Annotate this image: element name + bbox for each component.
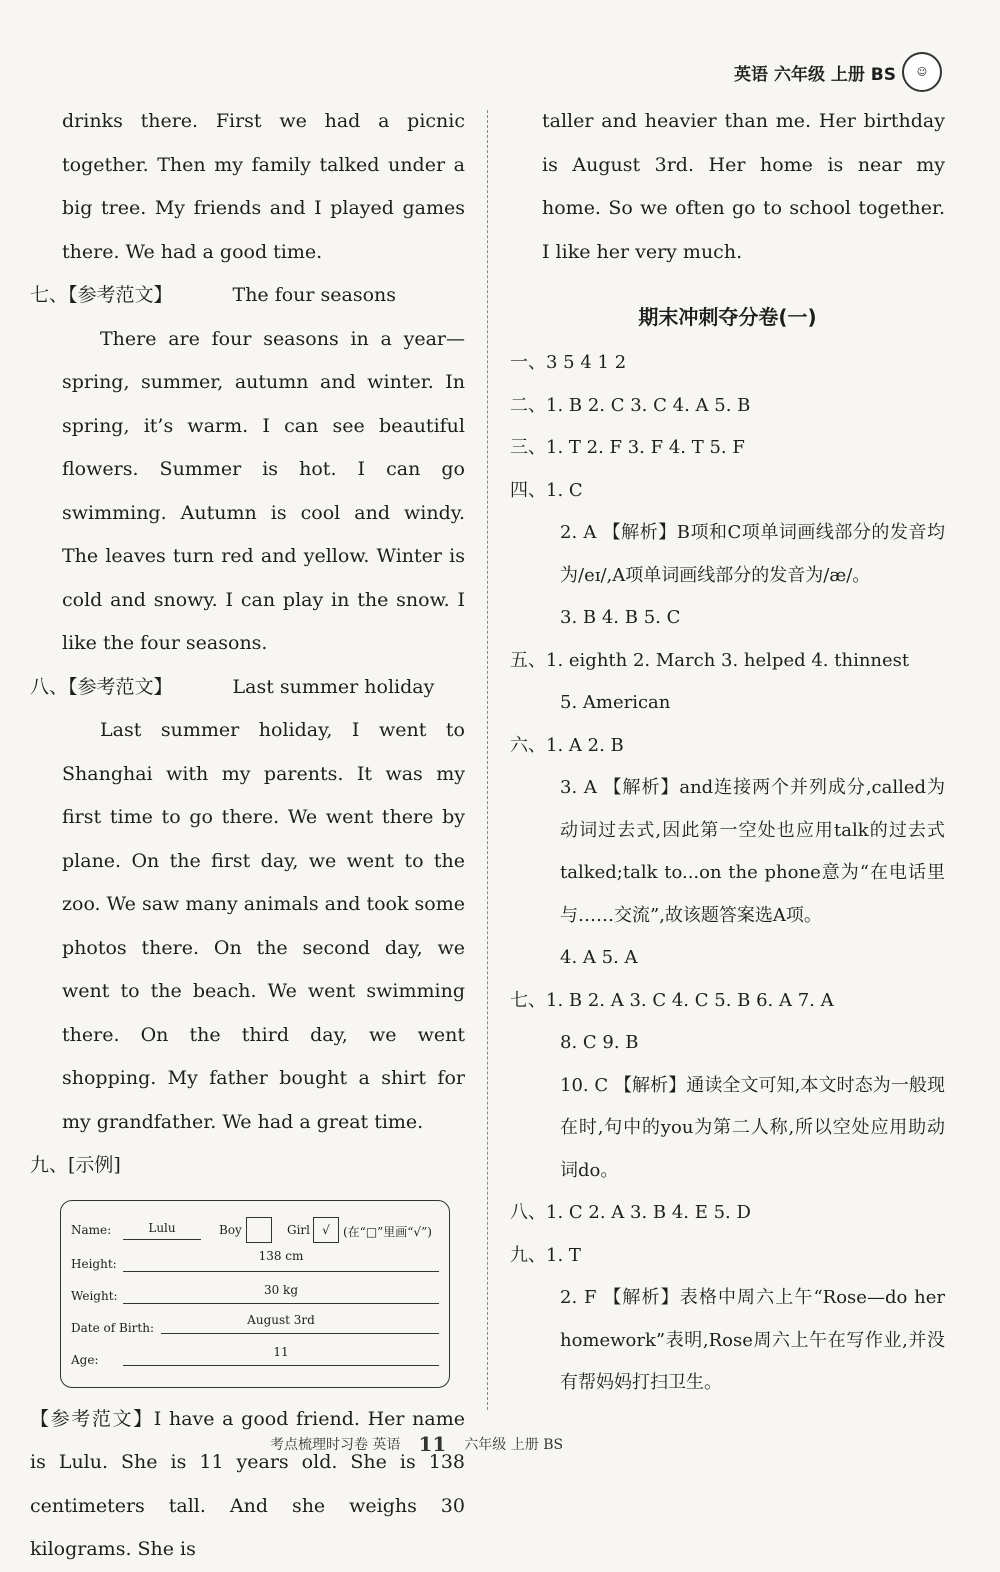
page-number: 11	[418, 1432, 447, 1456]
footer-left: 考点梳理时习卷 英语	[270, 1437, 401, 1453]
section-8-label: 八、【参考范文】	[30, 675, 173, 698]
answer-6: 六、1. A 2. B	[510, 734, 624, 756]
section-8-title: Last summer holiday	[232, 675, 435, 698]
age-value: 11	[273, 1344, 289, 1359]
checkbox-note: (在“□”里画“√”)	[343, 1224, 432, 1239]
weight-label: Weight:	[71, 1288, 118, 1303]
answer-6-4: 4. A 5. A	[560, 947, 638, 968]
answer-1: 一、3 5 4 1 2	[510, 352, 627, 373]
answer-4-2: 2. A 【解析】B项和C项单词画线部分的发音均为/eɪ/,A项单词画线部分的发音为/æ/。	[560, 522, 945, 586]
answer-6-3: 3. A 【解析】and连接两个并列成分,called为动词过去式,因此第一空处也应用talk的过去式talked;talk to...on the phone意为“在电话里与……交流”,故该题答案选A项。	[560, 777, 945, 926]
column-divider	[487, 110, 489, 1410]
section-8-heading	[30, 666, 465, 710]
reference-body: I have a good friend. Her name is Lulu. She is 11 years old. She is 138 centimeters tall. And she weighs 30 kilograms. She is	[30, 1407, 465, 1560]
girl-label: Girl	[287, 1222, 310, 1237]
height-label: Height:	[71, 1256, 117, 1271]
section-8-essay: Last summer holiday, I went to Shanghai with my parents. It was my first time to go there. We went there by plane. On the first day, we went to the zoo. We saw many animals and took some photos there. On the second day, we went to the beach. We went swimming there. On the third day, we went shopping. My father bought a shirt for my grandfather. We had a great time.	[62, 719, 465, 1133]
boy-label: Boy	[219, 1222, 242, 1237]
section-7-title: The four seasons	[232, 284, 397, 306]
answer-5-5: 5. American	[560, 692, 671, 713]
answer-7-8: 8. C 9. B	[560, 1032, 639, 1053]
weight-value: 30 kg	[263, 1282, 299, 1297]
age-label: Age:	[71, 1352, 99, 1367]
mascot-logo-icon: ☺	[902, 52, 942, 92]
info-card	[60, 1200, 450, 1388]
section-9-heading: 九、[示例]	[30, 1154, 121, 1176]
footer-right: 六年级 上册 BS	[464, 1437, 564, 1453]
section-7-heading	[30, 274, 465, 318]
page-footer	[270, 1432, 563, 1456]
height-value: 138 cm	[258, 1248, 304, 1263]
answer-3: 三、1. T 2. F 3. F 4. T 5. F	[510, 437, 745, 458]
name-label: Name:	[71, 1222, 112, 1237]
answer-9: 九、1. T	[510, 1244, 581, 1266]
answer-4-3: 3. B 4. B 5. C	[560, 607, 681, 628]
section-7-label: 七、【参考范文】	[30, 284, 173, 306]
answer-7: 七、1. B 2. A 3. C 4. C 5. B 6. A 7. A	[510, 989, 834, 1011]
dob-value: August 3rd	[247, 1312, 315, 1327]
continuation-text-right: taller and heavier than me. Her birthday is August 3rd. Her home is near my home. So we often go to school together. I like her very much.	[542, 110, 945, 263]
section-7-essay: There are four seasons in a year—spring, summer, autumn and winter. In spring, it’s warm. I can see beautiful flowers. Summer is hot. I can go swimming. Autumn is cool and windy. The leaves turn red and yellow. Winter is cold and snowy. I can play in the snow. I like the four seasons.	[62, 327, 465, 654]
page-header	[734, 52, 942, 92]
answer-4: 四、1. C	[510, 479, 583, 501]
dob-label: Date of Birth:	[71, 1320, 154, 1335]
answer-8: 八、1. C 2. A 3. B 4. E 5. D	[510, 1202, 751, 1223]
answer-5: 五、1. eighth 2. March 3. helped 4. thinnest	[510, 649, 910, 671]
answer-2: 二、1. B 2. C 3. C 4. A 5. B	[510, 394, 751, 416]
left-column	[30, 100, 465, 1572]
answer-7-10: 10. C 【解析】通读全文可知,本文时态为一般现在时,句中的you为第二人称,所以空处应用助动词do。	[560, 1074, 945, 1181]
boy-checkbox	[246, 1217, 272, 1243]
header-text: 英语 六年级 上册 BS	[734, 64, 896, 85]
name-value: Lulu	[148, 1220, 176, 1235]
answer-9-2: 2. F 【解析】表格中周六上午“Rose—do her homework”表明,Rose周六上午在写作业,并没有帮妈妈打扫卫生。	[560, 1287, 945, 1393]
girl-checkbox: √	[313, 1217, 339, 1243]
continuation-text: drinks there. First we had a picnic together. Then my family talked under a big tree. My friends and I played games there. We had a good time.	[62, 110, 465, 263]
section-9-reference	[30, 1398, 465, 1572]
reference-label: 【参考范文】	[30, 1407, 154, 1430]
paper-title: 期末冲刺夺分卷(一)	[638, 305, 817, 329]
right-column	[510, 100, 945, 1405]
